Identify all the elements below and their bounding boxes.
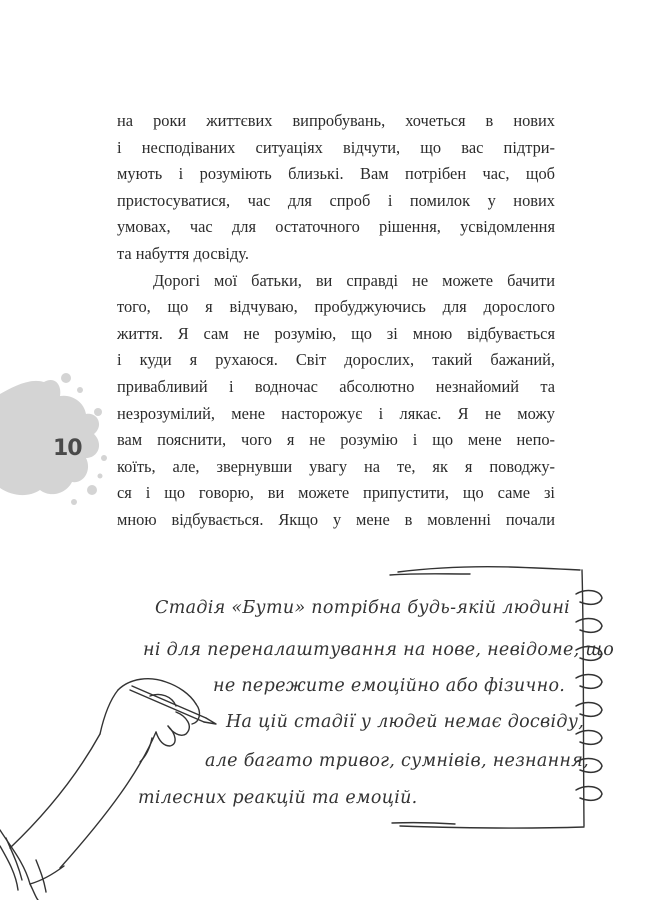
text-line: умовах, час для остаточного рішення, усвідомлення [117, 217, 555, 237]
text-line: і несподіваних ситуаціях відчути, що вас підтри- [117, 137, 555, 157]
text-line: і куди я рухаюся. Світ дорослих, такий бажаний, [117, 350, 555, 370]
note-line: ні для переналаштування на нове, невідоме, що [143, 640, 615, 660]
text-line: коїть, але, звернувши увагу на те, як я поводжу- [117, 456, 555, 476]
note-line: Стадія «Бути» потрібна будь-якій людині [155, 598, 571, 618]
text-line: того, що я відчуваю, пробуджуючись для дорослого [117, 297, 555, 317]
text-line: привабливий і водночас абсолютно незнайомий та [117, 376, 555, 396]
text-line: життя. Я сам не розумію, що зі мною відбувається [117, 323, 555, 343]
text-line: мують і розуміють близькі. Вам потрібен час, щоб [117, 164, 555, 184]
text-line: ся і що говорю, ви можете припустити, що саме зі [117, 483, 555, 503]
note-line: не пережите емоційно або фізично. [213, 676, 566, 696]
page-number: 10 [53, 436, 82, 461]
text-line: пристосуватися, час для спроб і помилок у нових [117, 190, 555, 210]
note-line: тілесних реакцій та емоцій. [138, 788, 418, 808]
text-line: та набуття досвіду. [117, 243, 249, 263]
note-line: але багато тривог, сумнівів, незнання, [205, 751, 590, 771]
note-line: На цій стадії у людей немає досвіду, [226, 712, 585, 732]
text-line: мною відбувається. Якщо у мене в мовленні почали [117, 509, 555, 529]
text-line: на роки життєвих випробувань, хочеться в нових [117, 111, 555, 130]
text-line: Дорогі мої батьки, ви справді не можете бачити [153, 270, 555, 290]
text-line: вам пояснити, чого я не розумію і що мене непо- [117, 430, 555, 450]
text-line: незрозумілий, мене насторожує і лякає. Я не можу [117, 403, 555, 423]
